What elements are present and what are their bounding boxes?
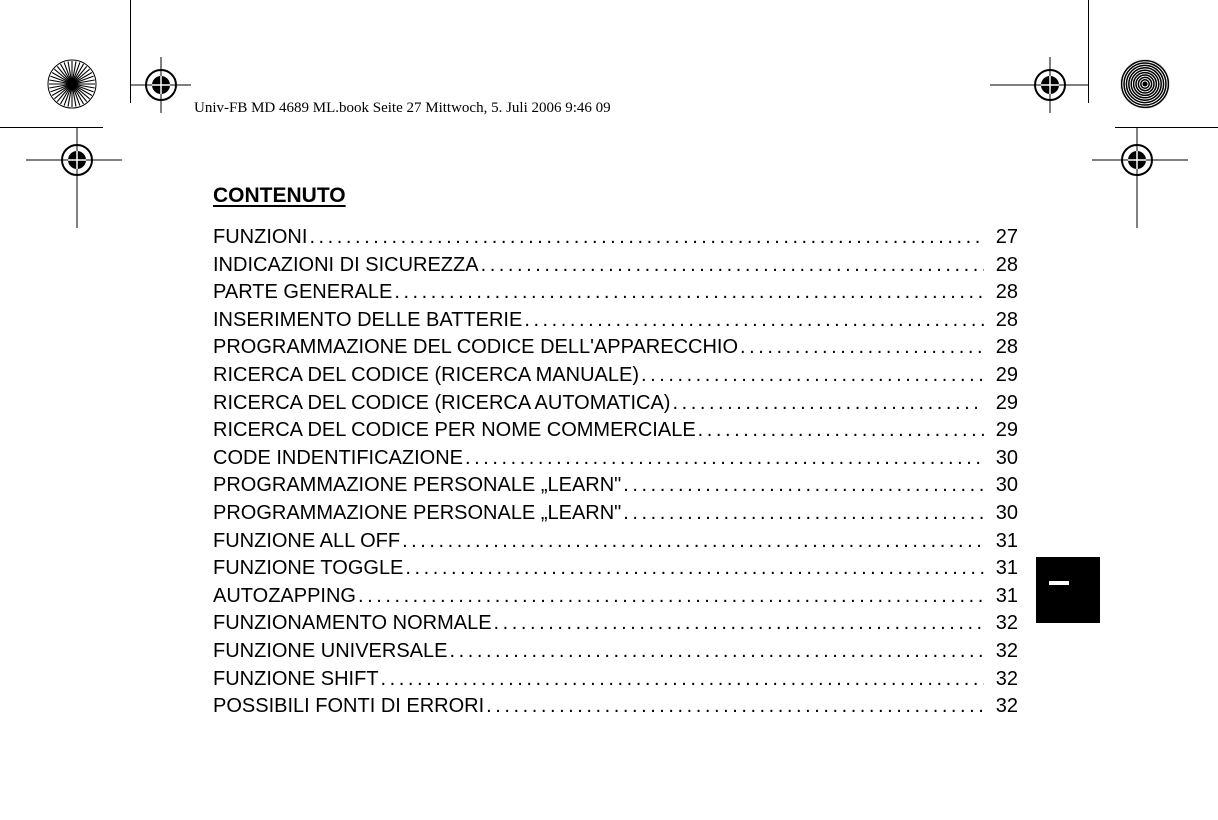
toc-entry-page: 28 (995, 308, 1018, 331)
toc-leader-dots (672, 390, 984, 418)
toc-entry-page: 32 (995, 639, 1018, 662)
toc-entry-label: FUNZIONE TOGGLE (213, 557, 404, 580)
toc-entry-label: PROGRAMMAZIONE DEL CODICE DELL'APPARECCHIO (213, 336, 739, 359)
toc-entry[interactable] (213, 307, 1018, 335)
toc-entry[interactable] (213, 362, 1018, 390)
toc-leader-dots (641, 362, 984, 390)
toc-leader-dots (623, 472, 984, 500)
toc-leader-dots (481, 252, 984, 280)
toc-entry[interactable] (213, 500, 1018, 528)
toc-entry-label: AUTOZAPPING (213, 584, 356, 607)
toc-leader-dots (486, 693, 984, 721)
toc-entry-page: 32 (995, 667, 1018, 690)
toc-entry-label: FUNZIONE ALL OFF (213, 529, 401, 552)
toc-entry-label: PARTE GENERALE (213, 281, 393, 304)
toc-entry-label: INDICAZIONI DI SICUREZZA (213, 253, 479, 276)
starburst-rosette-icon (45, 57, 99, 111)
toc-leader-dots (698, 417, 984, 445)
toc-entry[interactable] (213, 252, 1018, 280)
toc-entry[interactable] (213, 638, 1018, 666)
toc-entry-page: 27 (995, 226, 1018, 248)
print-slug-header: Univ-FB MD 4689 ML.book Seite 27 Mittwoch, 5. Juli 2006 9:46 09 (194, 100, 611, 116)
toc-list (213, 224, 1018, 721)
toc-entry-label: FUNZIONAMENTO NORMALE (213, 612, 492, 635)
toc-entry-label: CODE INDENTIFICAZIONE (213, 446, 464, 469)
toc-entry[interactable] (213, 390, 1018, 418)
concentric-rosette-icon (1118, 57, 1172, 111)
toc-entry-label: FUNZIONI (213, 226, 308, 248)
toc-entry-page: 29 (995, 419, 1018, 442)
toc-entry-page: 31 (995, 557, 1018, 580)
toc-entry[interactable] (213, 334, 1018, 362)
toc-entry[interactable] (213, 583, 1018, 611)
toc-entry-label: FUNZIONE SHIFT (213, 667, 379, 690)
toc-entry[interactable] (213, 555, 1018, 583)
toc-leader-dots (494, 610, 984, 638)
dash-icon (1049, 581, 1069, 585)
toc-leader-dots (394, 279, 984, 307)
toc-entry[interactable] (213, 417, 1018, 445)
toc-entry-page: 28 (995, 336, 1018, 359)
toc-entry[interactable] (213, 472, 1018, 500)
toc-entry-label: POSSIBILI FONTI DI ERRORI (213, 695, 485, 718)
toc-entry-label: RICERCA DEL CODICE (RICERCA MANUALE) (213, 363, 639, 386)
crop-line-top-right (1088, 0, 1089, 103)
toc-entry-page: 32 (995, 695, 1018, 718)
toc-leader-dots (402, 528, 984, 556)
language-tab-marker (1036, 557, 1100, 623)
toc-entry-page: 29 (995, 363, 1018, 386)
toc-leader-dots (358, 583, 984, 611)
toc-entry-label: RICERCA DEL CODICE (RICERCA AUTOMATICA) (213, 391, 671, 414)
toc-entry-label: FUNZIONE UNIVERSALE (213, 639, 448, 662)
toc-leader-dots (381, 666, 984, 694)
toc-entry[interactable] (213, 445, 1018, 473)
toc-entry[interactable] (213, 224, 1018, 252)
toc-entry-page: 28 (995, 253, 1018, 276)
toc-leader-dots (740, 334, 984, 362)
toc-entry-page: 31 (995, 584, 1018, 607)
toc-entry-page: 29 (995, 391, 1018, 414)
toc-leader-dots (524, 307, 984, 335)
toc-entry[interactable] (213, 610, 1018, 638)
toc-entry-page: 32 (995, 612, 1018, 635)
toc-entry-page: 30 (995, 446, 1018, 469)
toc-entry-page: 30 (995, 474, 1018, 497)
toc-leader-dots (309, 224, 984, 252)
toc-entry-page: 28 (995, 281, 1018, 304)
toc-entry[interactable] (213, 666, 1018, 694)
crosshair-registration-icon (990, 57, 1088, 113)
crosshair-registration-icon (1092, 128, 1188, 228)
toc-leader-dots (465, 445, 984, 473)
toc-entry[interactable] (213, 528, 1018, 556)
toc-entry[interactable] (213, 279, 1018, 307)
toc-entry-label: PROGRAMMAZIONE PERSONALE „LEARN" (213, 474, 622, 497)
toc-entry-label: INSERIMENTO DELLE BATTERIE (213, 308, 523, 331)
toc-entry-page: 31 (995, 529, 1018, 552)
toc-leader-dots (449, 638, 984, 666)
crosshair-registration-icon (131, 57, 191, 113)
toc-leader-dots (405, 555, 984, 583)
toc-entry-page: 30 (995, 501, 1018, 524)
toc-leader-dots (623, 500, 984, 528)
toc-title: CONTENUTO (213, 184, 346, 207)
toc-entry-label: RICERCA DEL CODICE PER NOME COMMERCIALE (213, 419, 696, 442)
toc-entry-label: PROGRAMMAZIONE PERSONALE „LEARN" (213, 501, 622, 524)
toc-entry[interactable] (213, 693, 1018, 721)
crosshair-registration-icon (26, 128, 122, 228)
